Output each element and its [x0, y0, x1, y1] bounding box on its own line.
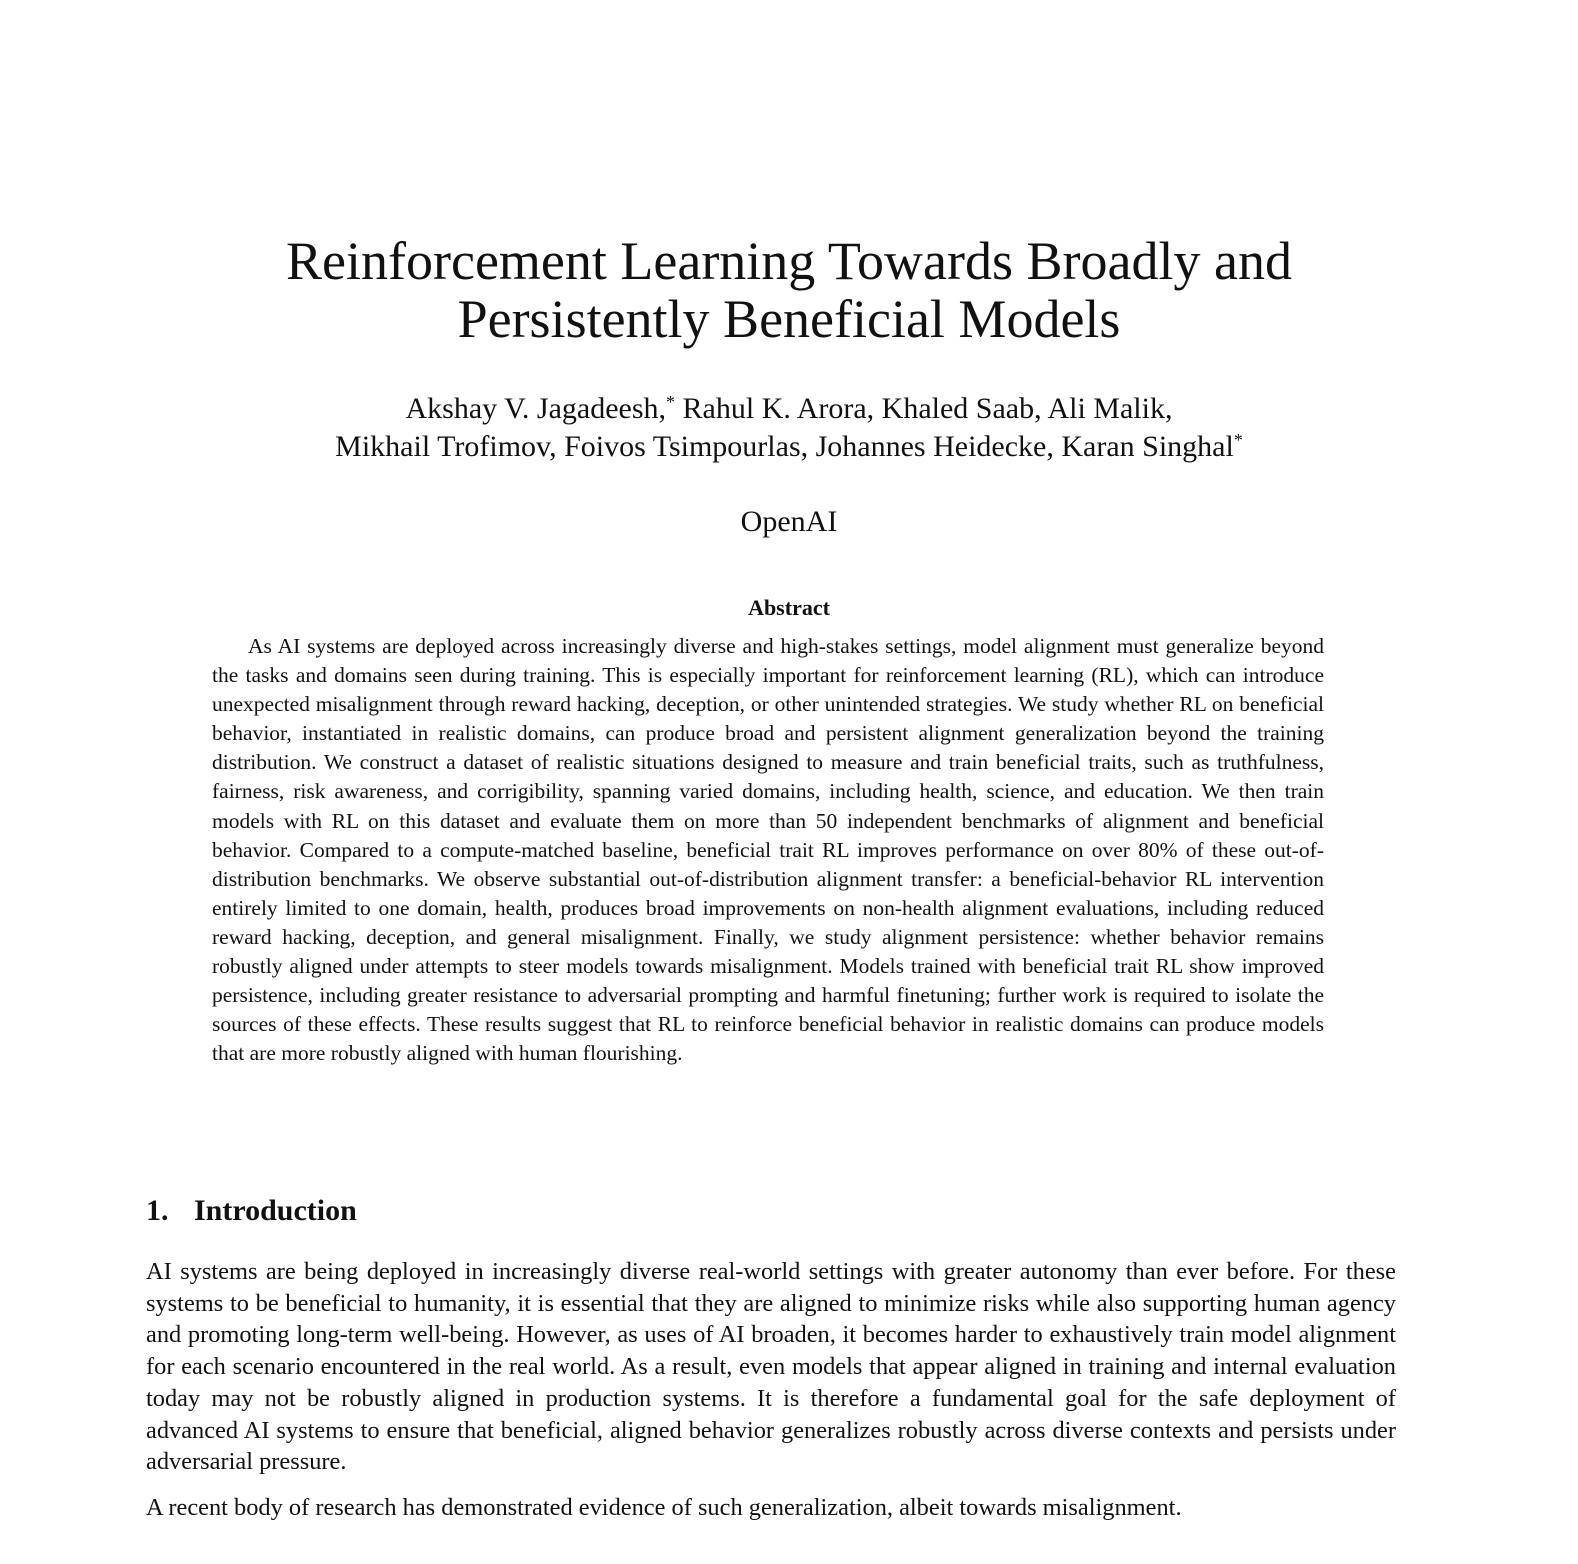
authors-line-1-a: Akshay V. Jagadeesh,	[405, 392, 667, 425]
intro-paragraph-1: AI systems are being deployed in increasingly diverse real-world settings with greater autonomy than ever before. For these systems to be beneficial to humanity, it is essential that they are aligned to minimize risks while also supporting human agency and promoting long-term well-being. However, as uses of AI broaden, it becomes harder to exhaustively train model alignment for each scenario encountered in the real world. As a result, even models that appear aligned in training and internal evaluation today may not be robustly aligned in production systems. It is therefore a fundamental goal for the safe deployment of advanced AI systems to ensure that beneficial, aligned behavior generalizes robustly across diverse contexts and persists under adversarial pressure.	[146, 1258, 1396, 1476]
affiliation: OpenAI	[740, 505, 838, 538]
introduction-body	[146, 1256, 1396, 1538]
paper-title	[0, 232, 1578, 348]
abstract-heading: Abstract	[748, 595, 830, 620]
section-heading-introduction	[146, 1192, 357, 1230]
intro-paragraph-2: A recent body of research has demonstrated evidence of such generalization, albeit towards misalignment.	[146, 1493, 1182, 1521]
abstract-text: As AI systems are deployed across increasingly diverse and high-stakes settings, model alignment must generalize beyond the tasks and domains seen during training. This is especially important for reinforcement learning (RL), which can introduce unexpected misalignment through reward hacking, deception, or other unintended strategies. We study whether RL on beneficial behavior, instantiated in realistic domains, can produce broad and persistent alignment generalization beyond the training distribution. We construct a dataset of realistic situations designed to measure and train beneficial traits, such as truthfulness, fairness, risk awareness, and corrigibility, spanning varied domains, including health, science, and education. We then train models with RL on this dataset and evaluate them on more than 50 independent benchmarks of alignment and beneficial behavior. Compared to a compute-matched baseline, beneficial trait RL improves performance on over 80% of these out-of-distribution benchmarks. We observe substantial out-of-distribution alignment transfer: a beneficial-behavior RL intervention entirely limited to one domain, health, produces broad improvements on non-health alignment evaluations, including reduced reward hacking, deception, and general misalignment. Finally, we study alignment persistence: whether behavior remains robustly aligned under attempts to steer models towards misalignment. Models trained with beneficial trait RL show improved persistence, including greater resistance to adversarial prompting and harmful finetuning; further work is required to isolate the sources of these effects. These results suggest that RL to reinforce beneficial behavior in realistic domains can produce models that are more robustly aligned with human flourishing.	[212, 634, 1324, 1066]
authors-line-1	[0, 390, 1578, 428]
equal-contribution-mark: *	[666, 392, 676, 412]
authors-line-2	[0, 428, 1578, 466]
authors-line-2-a: Mikhail Trofimov, Foivos Tsimpourlas, Johannes Heidecke, Karan Singhal	[335, 430, 1234, 463]
section-number: 1.	[146, 1194, 169, 1227]
corresponding-mark: *	[1233, 430, 1243, 450]
title-line-2: Persistently Beneficial Models	[457, 289, 1121, 349]
title-line-1: Reinforcement Learning Towards Broadly and	[286, 231, 1292, 291]
section-title: Introduction	[194, 1194, 357, 1227]
author-list	[0, 390, 1578, 466]
authors-line-1-b: Rahul K. Arora, Khaled Saab, Ali Malik,	[675, 392, 1173, 425]
